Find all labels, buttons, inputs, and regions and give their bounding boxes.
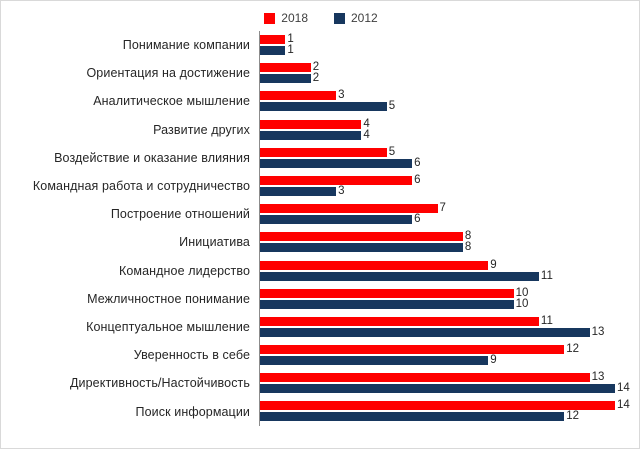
bar-rect	[260, 289, 514, 298]
row-bars	[259, 228, 631, 256]
category-label: Межличностное понимание	[87, 291, 250, 306]
bar-2018	[260, 373, 604, 382]
bar-row	[11, 59, 631, 87]
bar-value-label: 10	[515, 297, 529, 310]
row-bars	[259, 369, 631, 397]
bar-row	[11, 144, 631, 172]
bar-2012	[260, 325, 605, 338]
bar-rect	[260, 148, 387, 157]
bar-rect	[260, 401, 615, 410]
bar-2012	[260, 102, 395, 111]
bar-value-label: 13	[591, 325, 605, 338]
bar-value-label: 5	[388, 100, 396, 113]
row-bars	[259, 116, 631, 144]
bar-rect	[260, 345, 564, 354]
bar-row	[11, 172, 631, 200]
category-label: Построение отношений	[110, 207, 250, 222]
bar-2012	[260, 412, 579, 421]
plot-area	[11, 31, 631, 440]
bar-rect	[260, 204, 438, 213]
bar-value-label: 10	[515, 286, 529, 299]
row-bars	[259, 87, 631, 115]
bar-2012	[260, 384, 630, 393]
bar-value-label: 3	[338, 184, 345, 197]
bar-rect	[260, 215, 412, 224]
bar-2018	[260, 258, 497, 271]
bar-row	[11, 397, 631, 425]
bar-value-label: 4	[363, 117, 370, 130]
chart-legend	[1, 9, 640, 27]
bar-value-label: 11	[540, 314, 553, 327]
bar-rect	[260, 300, 514, 309]
bar-2018	[260, 117, 370, 130]
category-label: Командное лидерство	[118, 263, 250, 278]
bar-rect	[260, 120, 361, 129]
bar-2012	[260, 215, 421, 224]
category-label: Аналитическое мышление	[93, 94, 250, 109]
bar-value-label: 9	[490, 354, 497, 367]
bar-rect	[260, 102, 387, 111]
bar-rect	[260, 232, 463, 241]
bar-row	[11, 313, 631, 341]
bar-rect	[260, 35, 285, 44]
bar-row	[11, 257, 631, 285]
category-label: Концептуальное мышление	[86, 319, 250, 334]
row-bars	[259, 200, 631, 228]
category-label: Командная работа и сотрудничество	[32, 179, 250, 194]
bar-value-label: 12	[566, 410, 580, 423]
row-bars	[259, 313, 631, 341]
legend-item-2018	[264, 11, 308, 25]
category-label: Уверенность в себе	[133, 348, 250, 363]
bar-2012	[260, 46, 294, 55]
category-label: Директивность/Настойчивость	[69, 376, 250, 391]
bar-row	[11, 285, 631, 313]
bar-rect	[260, 243, 463, 252]
bar-2012	[260, 243, 471, 252]
bar-value-label: 6	[414, 156, 421, 169]
bar-rect	[260, 261, 488, 270]
bar-row	[11, 31, 631, 59]
bar-value-label: 5	[388, 145, 396, 158]
legend-label-2018: 2018	[281, 11, 308, 25]
legend-item-2012	[334, 11, 378, 25]
bar-rect	[260, 91, 336, 100]
row-bars	[259, 257, 631, 285]
bar-rect	[260, 176, 412, 185]
bar-row	[11, 87, 631, 115]
bar-rect	[260, 317, 539, 326]
bar-row	[11, 228, 631, 256]
bar-rect	[260, 63, 311, 72]
legend-label-2012: 2012	[351, 11, 378, 25]
bar-row	[11, 116, 631, 144]
bar-2018	[260, 232, 471, 241]
bar-row	[11, 369, 631, 397]
row-bars	[259, 172, 631, 200]
bar-row	[11, 200, 631, 228]
row-bars	[259, 144, 631, 172]
bar-rect	[260, 159, 412, 168]
bar-2018	[260, 173, 421, 186]
category-label: Понимание компании	[122, 38, 250, 53]
category-label: Инициатива	[179, 235, 250, 250]
bar-2018	[260, 35, 294, 44]
bar-rect	[260, 328, 590, 337]
bar-rect	[260, 46, 285, 55]
bar-rect	[260, 74, 311, 83]
bar-value-label: 8	[464, 230, 472, 243]
row-bars	[259, 59, 631, 87]
bar-rect	[260, 187, 336, 196]
row-bars	[259, 341, 631, 369]
bar-rect	[260, 412, 564, 421]
bar-rect	[260, 131, 361, 140]
bar-value-label: 2	[312, 72, 320, 85]
bar-rect	[260, 356, 488, 365]
bar-rect	[260, 373, 590, 382]
bar-2012	[260, 184, 345, 197]
bar-value-label: 6	[414, 173, 421, 186]
bar-value-label: 14	[617, 382, 630, 395]
category-label: Поиск информации	[135, 404, 250, 419]
bar-2018	[260, 401, 630, 410]
category-label: Воздействие и оказание влияния	[54, 150, 250, 165]
bar-2012	[260, 128, 370, 141]
row-bars	[259, 31, 631, 59]
category-label: Развитие других	[153, 122, 250, 137]
category-label: Ориентация на достижение	[86, 66, 250, 81]
bar-value-label: 7	[439, 202, 446, 215]
legend-swatch-2012	[334, 13, 345, 24]
bar-2012	[260, 269, 553, 282]
bar-2012	[260, 297, 529, 310]
bar-2018	[260, 314, 553, 327]
bar-value-label: 14	[617, 399, 630, 412]
bar-value-label: 11	[540, 269, 553, 282]
row-bars	[259, 397, 631, 425]
legend-swatch-2018	[264, 13, 275, 24]
bar-rect	[260, 384, 615, 393]
bar-2018	[260, 345, 579, 354]
row-bars	[259, 285, 631, 313]
bar-2012	[260, 156, 421, 169]
bar-2018	[260, 204, 446, 213]
bar-2012	[260, 74, 319, 83]
bar-value-label: 9	[490, 258, 497, 271]
bar-row	[11, 341, 631, 369]
bar-value-label: 2	[312, 61, 320, 74]
bar-value-label: 4	[363, 128, 370, 141]
bar-2012	[260, 356, 497, 365]
bar-value-label: 1	[287, 33, 294, 45]
bar-2018	[260, 145, 396, 158]
bar-2018	[260, 63, 319, 72]
bar-value-label: 6	[414, 213, 421, 226]
bar-value-label: 12	[566, 343, 580, 356]
bar-value-label: 8	[464, 241, 472, 254]
bar-value-label: 3	[338, 89, 345, 102]
bar-value-label: 13	[591, 371, 605, 384]
bar-rect	[260, 272, 539, 281]
bar-2018	[260, 286, 529, 299]
bar-rows	[11, 31, 631, 440]
bar-value-label: 1	[287, 44, 294, 56]
bar-2018	[260, 91, 344, 100]
